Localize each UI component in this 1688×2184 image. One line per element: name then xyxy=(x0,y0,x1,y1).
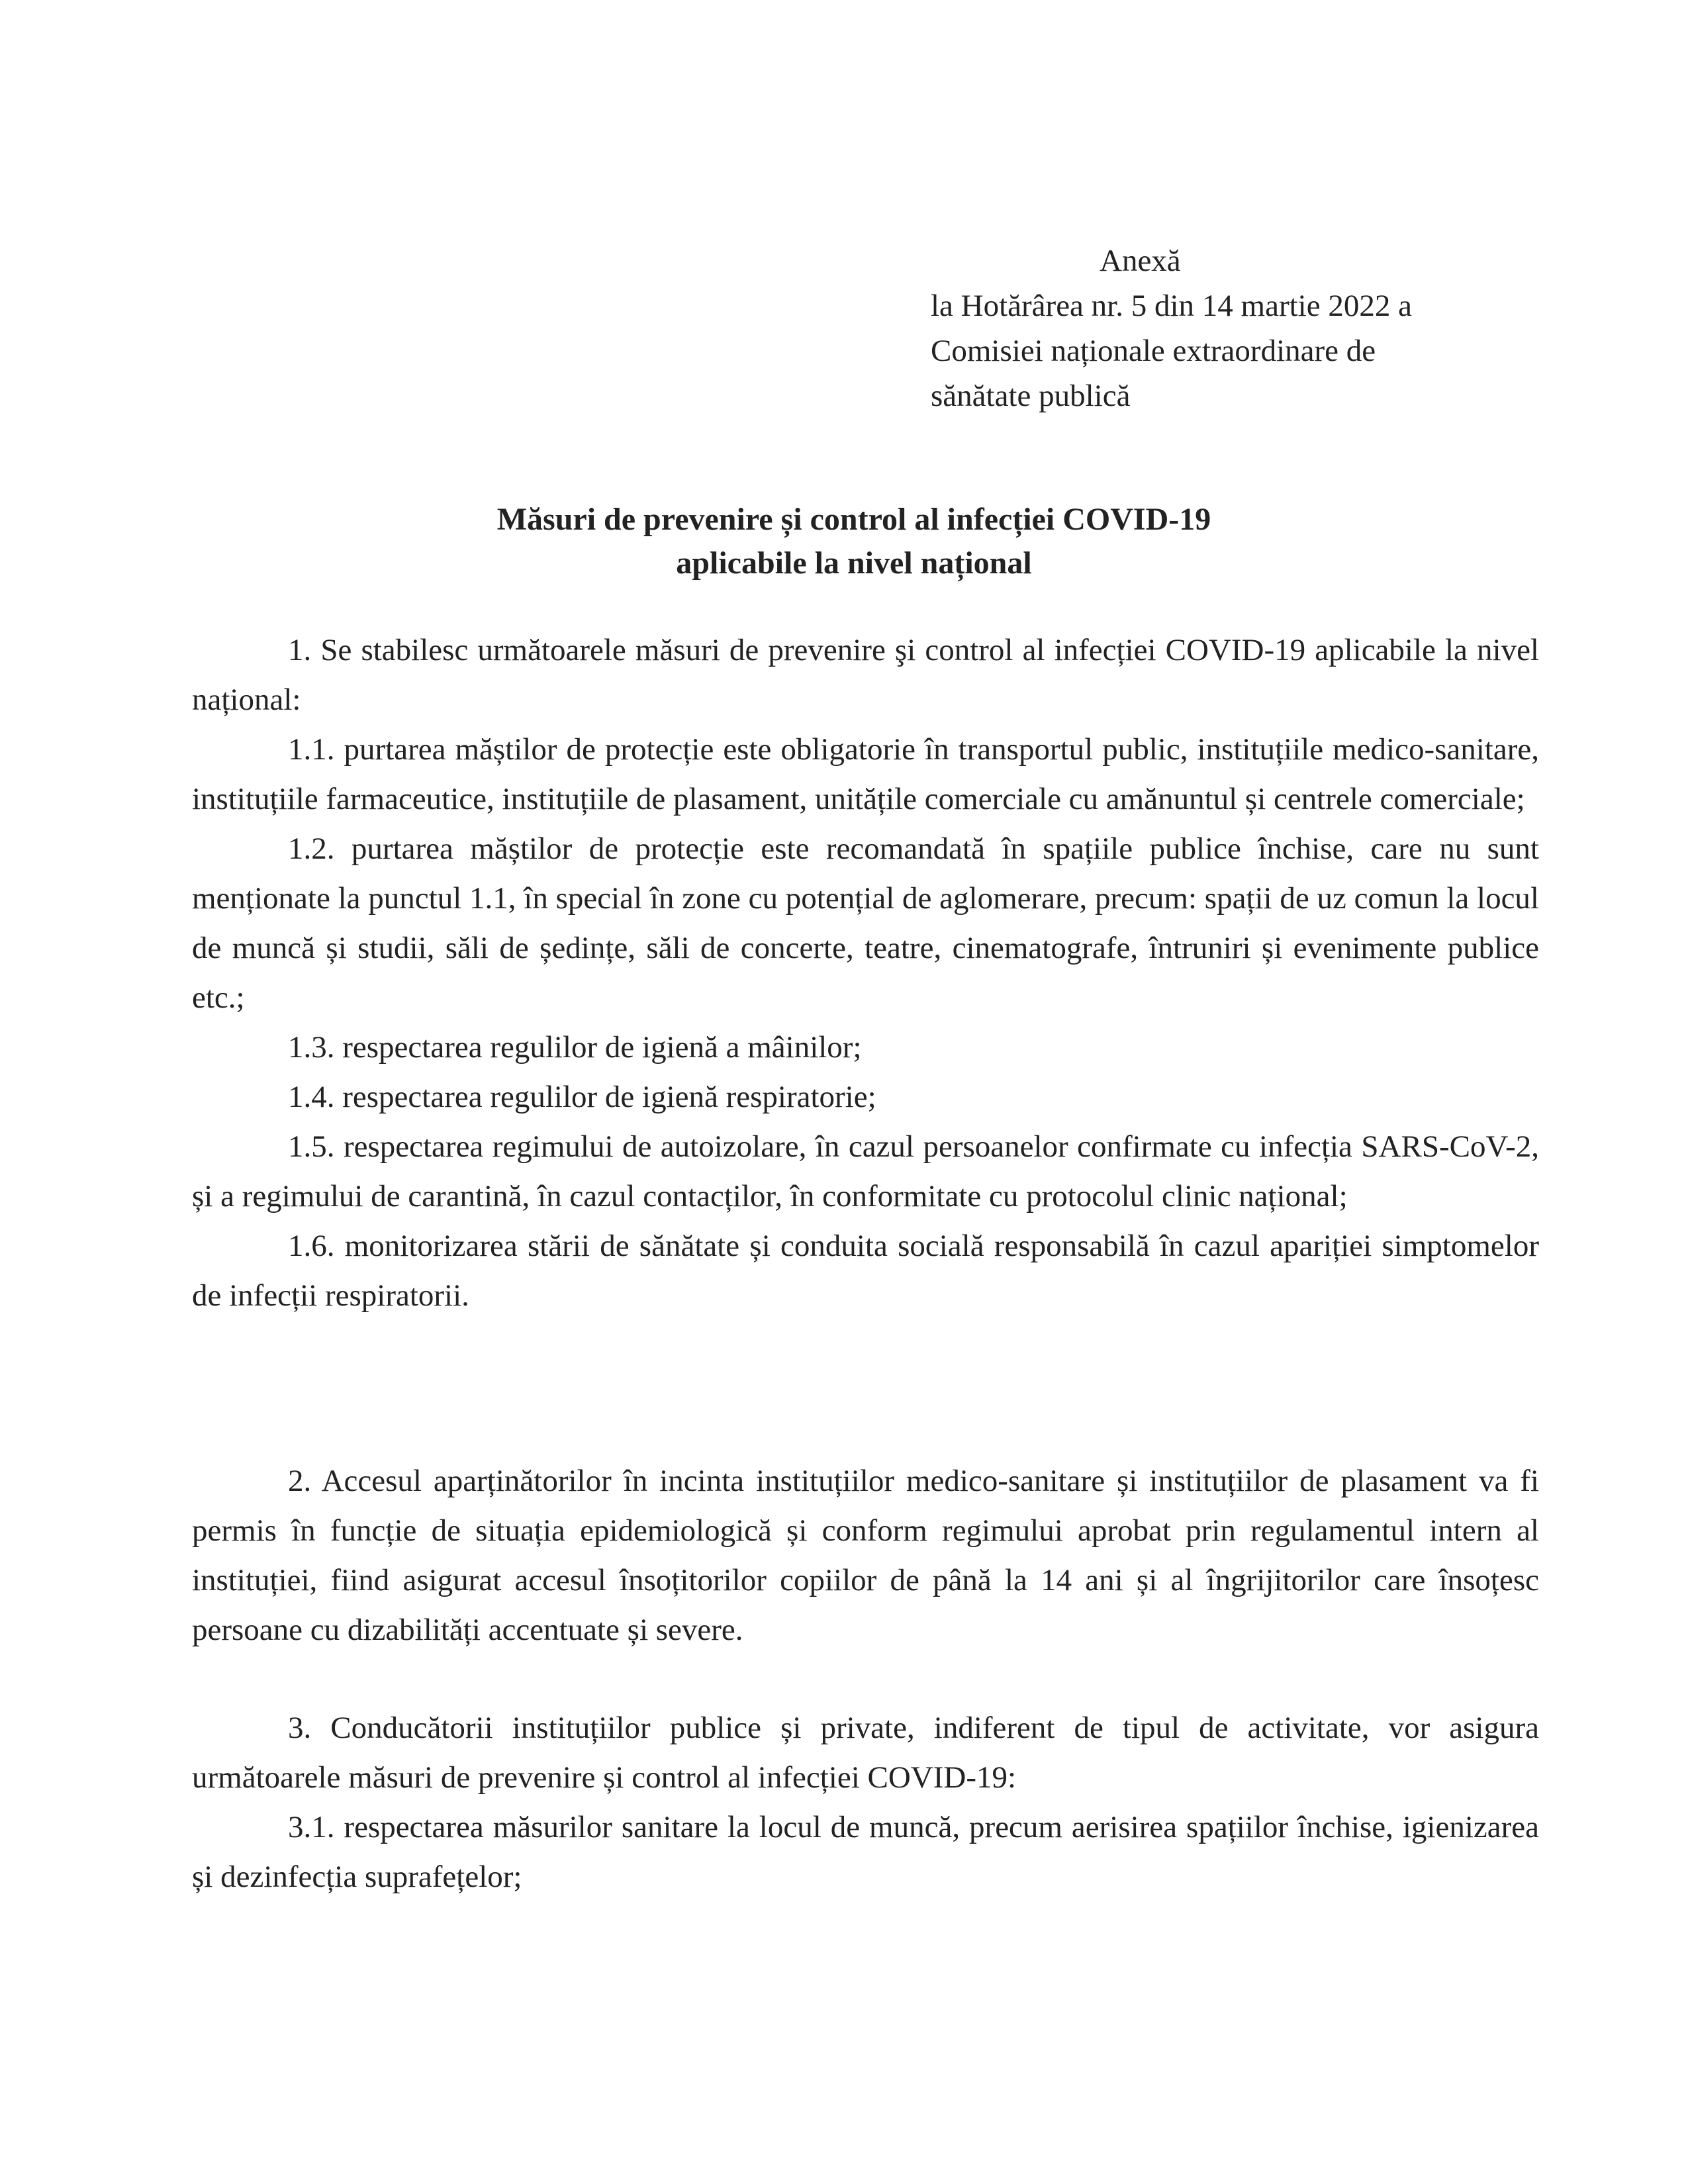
document-title xyxy=(192,498,1516,585)
item-3-1: 3.1. respectarea măsurilor sanitare la locul de muncă, precum aerisirea spațiilor închise, igienizarea și dezinfecția suprafețelor; xyxy=(192,1810,1539,1894)
item-1-4: 1.4. respectarea regulilor de igienă respiratorie; xyxy=(288,1080,876,1114)
section-1-intro: 1. Se stabilesc următoarele măsuri de prevenire şi control al infecției COVID-19 aplicabile la nivel național: xyxy=(192,633,1539,717)
annex-header xyxy=(931,238,1526,418)
annex-reference-line-3: sănătate publică xyxy=(931,379,1131,413)
section-1 xyxy=(192,626,1539,1321)
annex-reference-line-1: la Hotărârea nr. 5 din 14 martie 2022 a xyxy=(931,289,1412,323)
item-1-6: 1.6. monitorizarea stării de sănătate și conduita socială responsabilă în cazul apariției simptomelor de infecții respiratorii. xyxy=(192,1229,1539,1313)
section-3-intro: 3. Conducătorii instituțiilor publice și private, indiferent de tipul de activitate, vor asigura următoarele măsuri de prevenire și control al infecției COVID-19: xyxy=(192,1711,1539,1795)
section-2 xyxy=(192,1456,1539,1655)
title-line-2: aplicabile la nivel național xyxy=(676,546,1032,581)
title-line-1: Măsuri de prevenire și control al infecției COVID-19 xyxy=(496,502,1211,537)
item-1-2: 1.2. purtarea măștilor de protecție este recomandată în spațiile publice închise, care nu sunt menționate la punctul 1.1, în special în zone cu potențial de aglomerare, precum: spații de uz comun la locul de muncă și studii, săli de ședințe, săli de concerte, teatre, cinematografe, întruniri și evenimente publice etc.; xyxy=(192,831,1539,1015)
annex-reference-line-2: Comisiei naționale extraordinare de xyxy=(931,334,1376,368)
item-1-3: 1.3. respectarea regulilor de igienă a mâinilor; xyxy=(288,1030,862,1065)
annex-label: Anexă xyxy=(1100,244,1181,278)
section-3 xyxy=(192,1703,1539,1902)
item-1-1: 1.1. purtarea măștilor de protecție este obligatorie în transportul public, instituțiile medico-sanitare, instituțiile farmaceutice, instituțiile de plasament, unitățile comerciale cu amănuntul și centrele comerciale; xyxy=(192,732,1539,816)
section-2-text: 2. Accesul aparținătorilor în incinta instituțiilor medico-sanitare și instituțiilor de plasament va fi permis în funcție de situația epidemiologică și conform regimului aprobat prin regulamentul intern al instituției, fiind asigurat accesul însoțitorilor copiilor de până la 14 ani și al îngrijitorilor care însoțesc persoane cu dizabilități accentuate și severe. xyxy=(192,1464,1539,1647)
item-1-5: 1.5. respectarea regimului de autoizolare, în cazul persoanelor confirmate cu infecția SARS-CoV-2, și a regimului de carantină, în cazul contacților, în conformitate cu protocolul clinic național; xyxy=(192,1129,1539,1213)
